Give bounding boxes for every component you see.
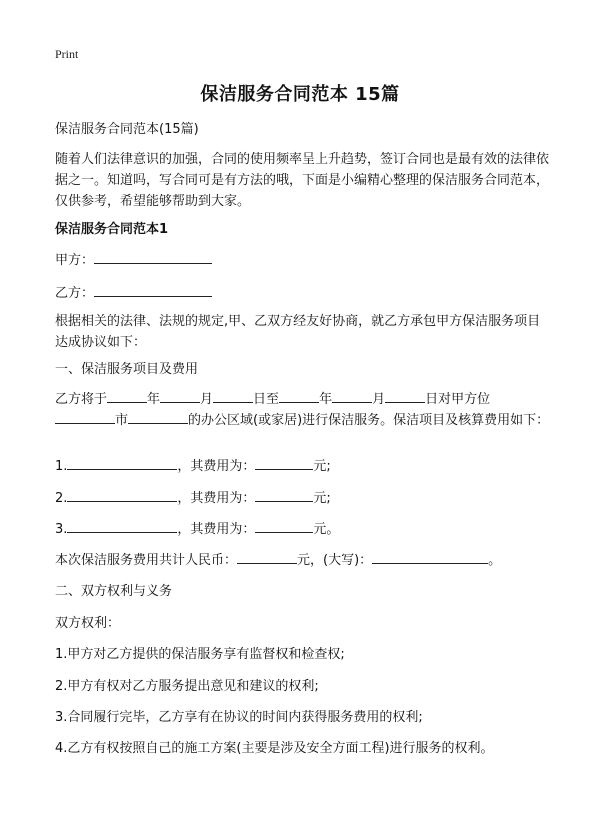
fee-unit: 元。	[313, 522, 340, 537]
fee-amount-blank	[255, 488, 313, 502]
right-item-2: 2.甲方有权对乙方服务提出意见和建议的权利;	[55, 679, 319, 694]
day1-text: 日至	[253, 392, 280, 407]
fee-unit: 元;	[313, 459, 331, 474]
fee-item-blank	[67, 456, 177, 470]
blank-year1	[107, 389, 147, 403]
party-a-blank	[94, 250, 212, 264]
fee-item-1	[55, 456, 550, 477]
fee-amount-blank	[255, 456, 313, 470]
blank-day2	[385, 389, 425, 403]
fee-item-3	[55, 519, 550, 540]
fee-label: ，其费用为：	[177, 491, 256, 506]
blank-year2	[279, 389, 319, 403]
total-mid: 元，(大写)：	[297, 553, 373, 568]
party-b-label: 乙方：	[55, 286, 95, 301]
party-b-line	[55, 283, 550, 304]
fee-label: ，其费用为：	[177, 522, 256, 537]
fee-unit: 元;	[313, 491, 331, 506]
total-fee-line	[55, 550, 550, 571]
fee-num: 2.	[55, 491, 68, 506]
total-prefix: 本次保洁服务费用共计人民币：	[55, 553, 238, 568]
blank-day1	[213, 389, 253, 403]
party-b-blank	[94, 283, 212, 297]
fee-item-blank	[67, 519, 177, 533]
fee-num: 1.	[55, 459, 68, 474]
blank-location	[128, 410, 188, 424]
fee-item-blank	[67, 488, 177, 502]
right-item-4: 4.乙方有权按照自己的施工方案(主要是涉及安全方面工程)进行服务的权利。	[55, 741, 494, 756]
clause2-heading: 二、双方权利与义务	[55, 584, 173, 599]
year2-text: 年	[319, 392, 333, 407]
blank-city	[55, 410, 115, 424]
fee-amount-blank	[255, 519, 313, 533]
fee-label: ，其费用为：	[177, 459, 256, 474]
fee-num: 3.	[55, 522, 68, 537]
clause1-prefix: 乙方将于	[55, 392, 108, 407]
year1-text: 年	[147, 392, 161, 407]
total-words-blank	[372, 550, 488, 564]
document-subtitle: 保洁服务合同范本(15篇)	[55, 122, 199, 137]
clause1-body	[55, 389, 550, 431]
total-suffix: 。	[488, 553, 502, 568]
blank-month2	[332, 389, 372, 403]
total-amount-blank	[237, 550, 297, 564]
day2-text: 日对甲方位	[425, 392, 491, 407]
city-text: 市	[115, 413, 129, 428]
right-item-3: 3.合同履行完毕，乙方享有在协议的时间内获得服务费用的权利;	[55, 710, 423, 725]
section-heading: 保洁服务合同范本1	[55, 222, 169, 237]
clause1-heading: 一、保洁服务项目及费用	[55, 362, 199, 377]
month2-text: 月	[372, 392, 386, 407]
blank-month1	[160, 389, 200, 403]
intro-paragraph: 随着人们法律意识的加强，合同的使用频率呈上升趋势，签订合同也是最有效的法律依据之一。知道吗，写合同可是有方法的哦，下面是小编精心整理的保洁服务合同范本，仅供参考，希望能够帮助到大家。	[55, 152, 550, 209]
rights-heading: 双方权利：	[55, 616, 121, 631]
document-title: 保洁服务合同范本 15篇	[200, 84, 400, 105]
print-label: Print	[55, 47, 79, 61]
agreement-intro: 根据相关的法律、法规的规定,甲、乙双方经友好协商，就乙方承包甲方保洁服务项目达成协议如下：	[55, 314, 541, 350]
party-a-line	[55, 250, 550, 271]
right-item-1: 1.甲方对乙方提供的保洁服务享有监督权和检查权;	[55, 647, 345, 662]
clause1-rest: 的办公区域(或家居)进行保洁服务。保洁项目及核算费用如下：	[188, 413, 550, 428]
month1-text: 月	[200, 392, 214, 407]
party-a-label: 甲方：	[55, 253, 95, 268]
fee-item-2	[55, 488, 550, 509]
